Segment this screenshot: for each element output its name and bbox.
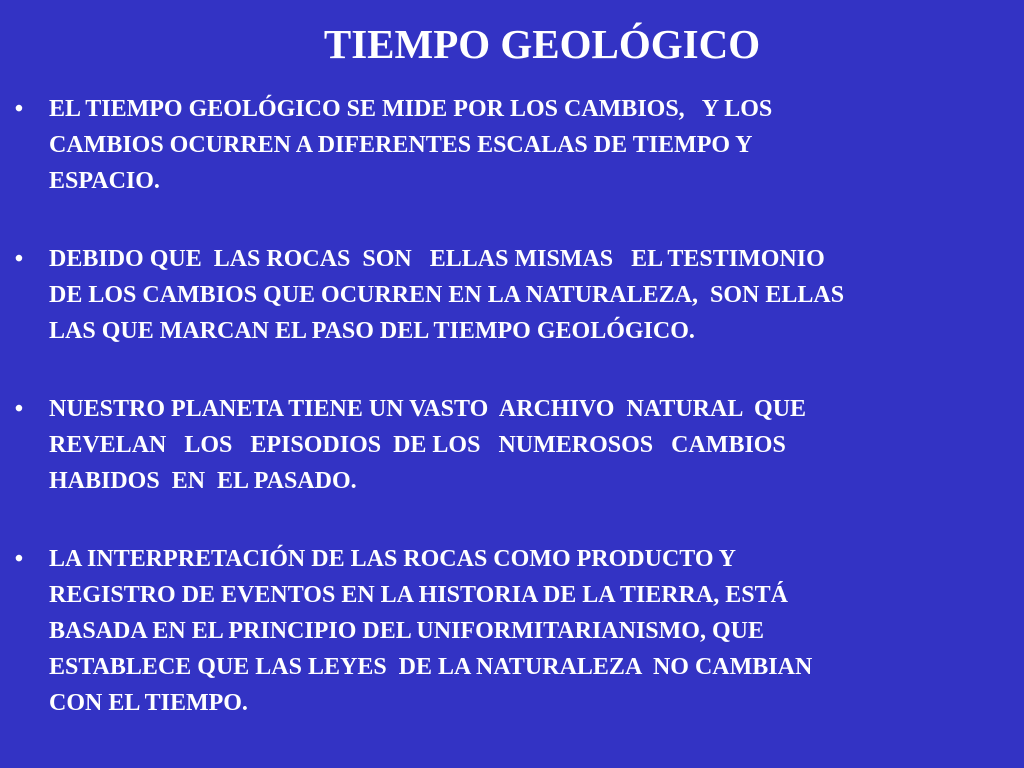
bullet-text [49, 241, 1014, 349]
bullet-line: LAS QUE MARCAN EL PASO DEL TIEMPO GEOLÓGICO. [49, 318, 695, 344]
bullet-line: CON EL TIEMPO. [49, 690, 248, 716]
bullet-dot-icon: • [14, 246, 24, 272]
bullet-line: ESTABLECE QUE LAS LEYES DE LA NATURALEZA NO CAMBIAN [49, 654, 813, 680]
bullet-line: NUESTRO PLANETA TIENE UN VASTO ARCHIVO NATURAL QUE [49, 396, 807, 422]
bullet-line: DEBIDO QUE LAS ROCAS SON ELLAS MISMAS EL TESTIMONIO [49, 246, 825, 272]
slide-title: TIEMPO GEOLÓGICO [323, 21, 761, 67]
bullet-line: CAMBIOS OCURREN A DIFERENTES ESCALAS DE TIEMPO Y [49, 132, 753, 158]
bullet-line: EL TIEMPO GEOLÓGICO SE MIDE POR LOS CAMBIOS, Y LOS [49, 96, 773, 122]
bullet-line: REVELAN LOS EPISODIOS DE LOS NUMEROSOS CAMBIOS [49, 432, 786, 458]
bullet-text [49, 541, 1014, 721]
bullet-dot-icon: • [14, 396, 24, 422]
bullet-text [49, 391, 1014, 499]
bullet-dot-icon: • [14, 96, 24, 122]
bullet-text [49, 91, 1014, 199]
bullet-line: BASADA EN EL PRINCIPIO DEL UNIFORMITARIANISMO, QUE [49, 618, 764, 644]
bullet-line: ESPACIO. [49, 168, 160, 194]
bullet-line: LA INTERPRETACIÓN DE LAS ROCAS COMO PRODUCTO Y [49, 546, 736, 572]
bullet-line: HABIDOS EN EL PASADO. [49, 468, 357, 494]
bullet-line: DE LOS CAMBIOS QUE OCURREN EN LA NATURALEZA, SON ELLAS [49, 282, 845, 308]
bullet-dot-icon: • [14, 546, 24, 572]
bullet-line: REGISTRO DE EVENTOS EN LA HISTORIA DE LA TIERRA, ESTÁ [49, 582, 788, 608]
